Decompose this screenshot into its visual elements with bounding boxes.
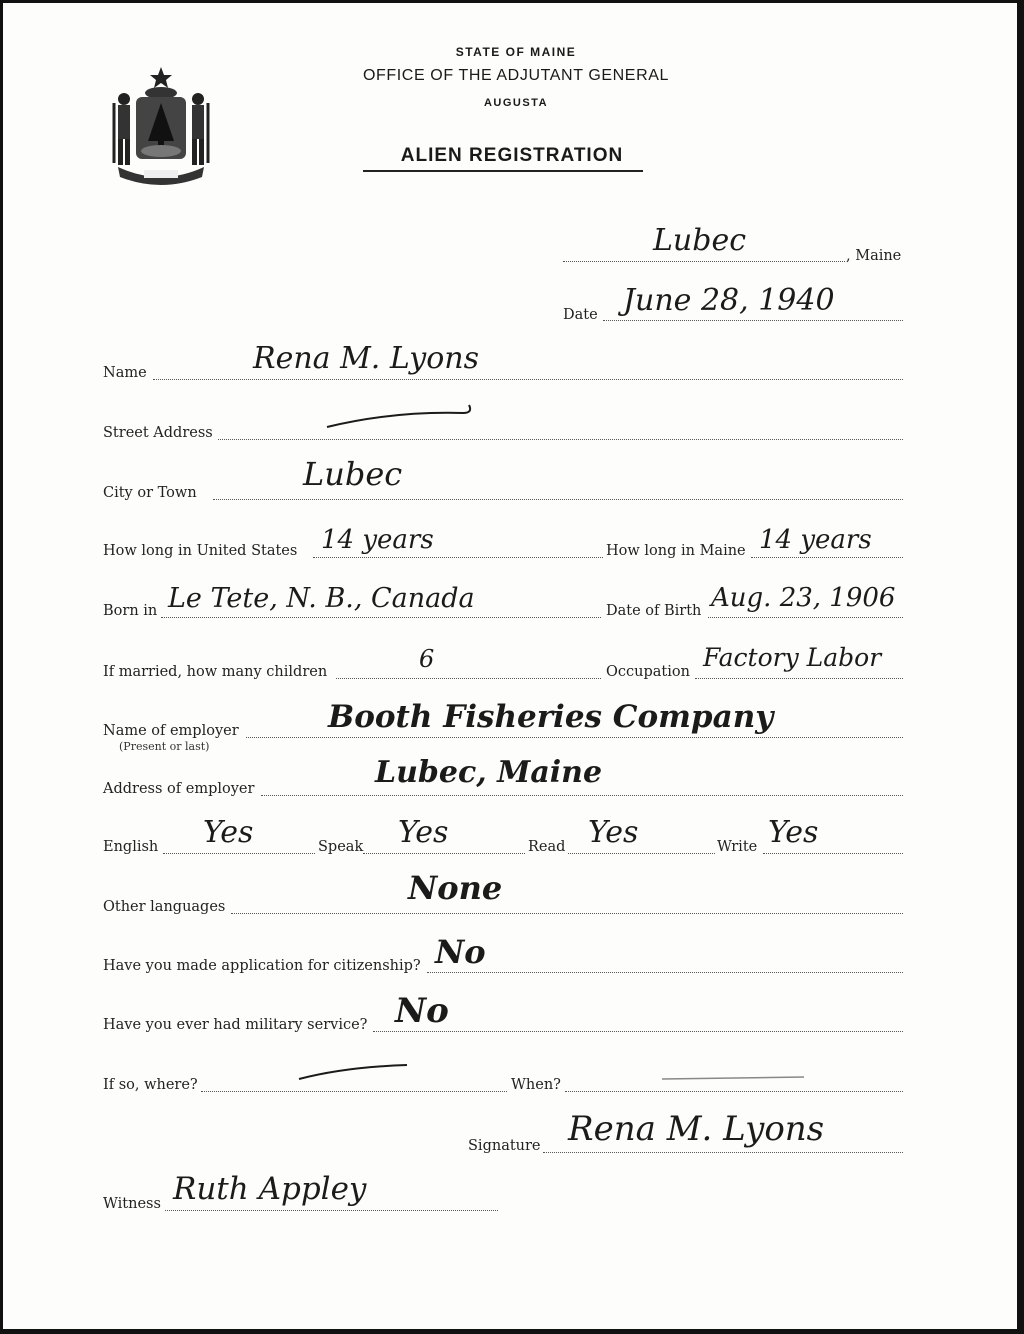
children-label: If married, how many children [103, 664, 328, 680]
witness-label: Witness [103, 1196, 161, 1212]
city-heading: AUGUSTA [483, 97, 549, 109]
english-label: English [103, 839, 159, 855]
employer-address-line [261, 795, 903, 796]
office-heading: OFFICE OF THE ADJUTANT GENERAL [362, 67, 670, 84]
form-page [3, 3, 1017, 1329]
children-value: 6 [419, 645, 435, 673]
citizenship-value: No [435, 933, 486, 971]
how-long-maine-value: 14 years [759, 525, 872, 555]
when-dash-mark [658, 1071, 808, 1085]
how-long-maine-line [751, 557, 903, 558]
if-so-where-dash-mark [295, 1061, 415, 1085]
speak-value: Yes [398, 815, 449, 850]
speak-line [363, 853, 525, 854]
military-line [373, 1031, 903, 1032]
employer-address-label: Address of employer [103, 781, 255, 797]
how-long-us-label: How long in United States [103, 543, 298, 559]
how-long-us-line [313, 557, 603, 558]
date-of-birth-label: Date of Birth [606, 603, 702, 619]
if-so-where-label: If so, where? [103, 1077, 198, 1093]
read-label: Read [528, 839, 566, 855]
when-label: When? [511, 1077, 561, 1093]
military-value: No [395, 991, 449, 1031]
date-of-birth-line [708, 617, 903, 618]
occupation-value: Factory Labor [703, 643, 882, 672]
citizenship-label: Have you made application for citizenship? [103, 958, 421, 974]
employer-label: Name of employer [103, 723, 239, 739]
children-line [336, 678, 601, 679]
witness-line [165, 1210, 498, 1211]
city-line [213, 499, 903, 500]
title-underline [363, 170, 643, 172]
other-languages-value: None [408, 869, 503, 907]
write-line [763, 853, 903, 854]
read-value: Yes [588, 815, 639, 850]
name-label: Name [103, 365, 147, 381]
if-so-where-line [201, 1091, 507, 1092]
citizenship-line [427, 972, 903, 973]
military-label: Have you ever had military service? [103, 1017, 368, 1033]
how-long-us-value: 14 years [321, 525, 434, 555]
place-suffix: , Maine [846, 248, 902, 264]
street-address-dash-mark [323, 401, 483, 431]
born-in-value: Le Tete, N. B., Canada [168, 583, 475, 614]
when-line [565, 1091, 903, 1092]
name-value: Rena M. Lyons [253, 341, 479, 376]
street-address-label: Street Address [103, 425, 213, 441]
witness-value: Ruth Appley [173, 1171, 367, 1207]
date-label: Date [563, 307, 598, 323]
other-languages-line [231, 913, 903, 914]
speak-label: Speak [318, 839, 364, 855]
employer-sublabel: (Present or last) [119, 740, 210, 753]
place-line [563, 261, 845, 262]
state-heading: STATE OF MAINE [455, 45, 577, 59]
name-line [153, 379, 903, 380]
signature-label: Signature [468, 1138, 541, 1154]
born-in-line [161, 617, 601, 618]
date-line [603, 320, 903, 321]
occupation-label: Occupation [606, 664, 690, 680]
signature-value: Rena M. Lyons [568, 1109, 825, 1149]
signature-line [543, 1152, 903, 1153]
date-of-birth-value: Aug. 23, 1906 [711, 583, 896, 613]
city-value: Lubec [303, 455, 403, 493]
english-line [163, 853, 315, 854]
street-address-line [218, 439, 903, 440]
date-value: June 28, 1940 [623, 283, 835, 318]
english-value: Yes [203, 815, 254, 850]
other-languages-label: Other languages [103, 899, 226, 915]
occupation-line [695, 678, 903, 679]
employer-line [246, 737, 903, 738]
write-value: Yes [768, 815, 819, 850]
city-label: City or Town [103, 485, 197, 501]
how-long-maine-label: How long in Maine [606, 543, 746, 559]
employer-address-value: Lubec, Maine [375, 755, 603, 790]
employer-value: Booth Fisheries Company [328, 699, 774, 735]
write-label: Write [717, 839, 758, 855]
form-title: ALIEN REGISTRATION [400, 145, 624, 166]
read-line [568, 853, 715, 854]
place-value: Lubec [653, 223, 747, 258]
born-in-label: Born in [103, 603, 158, 619]
